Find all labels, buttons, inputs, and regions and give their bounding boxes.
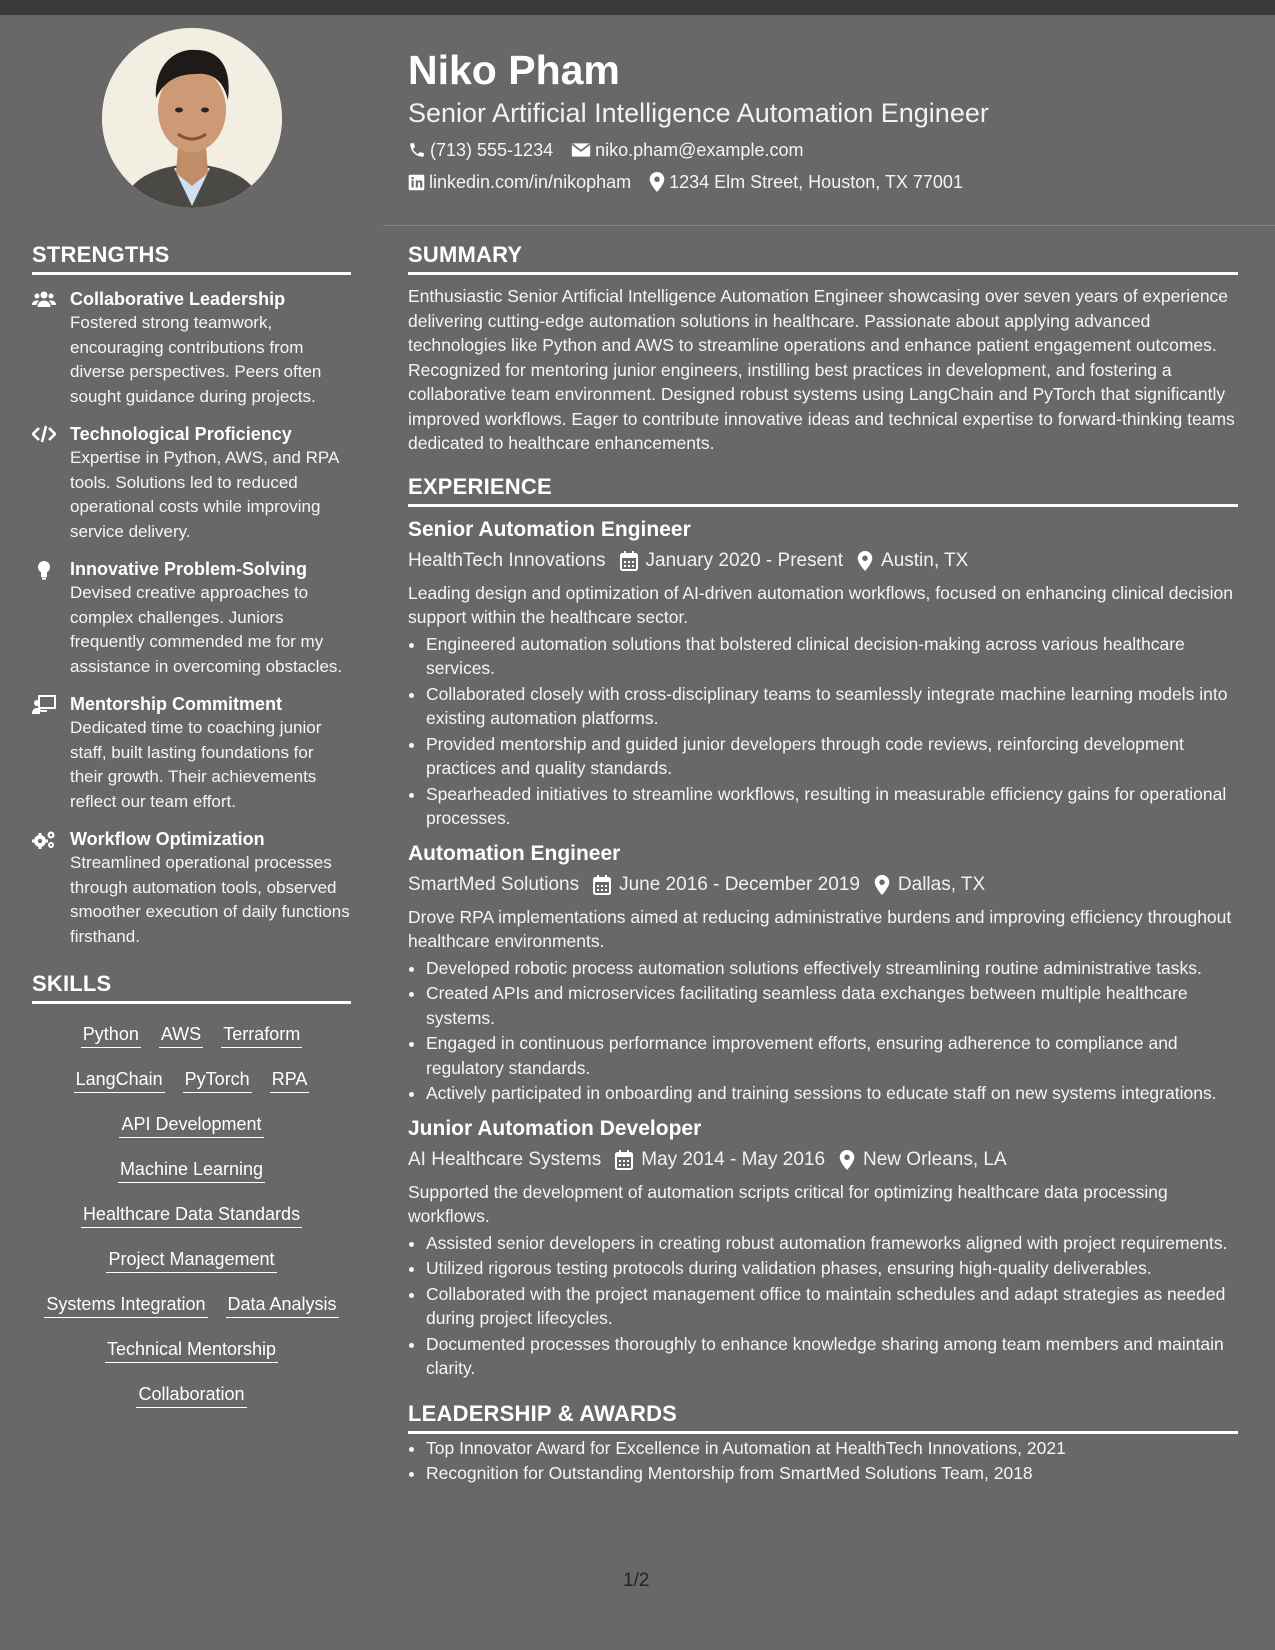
- job-description: Supported the development of automation scripts critical for optimizing healthcare data processing workflows.: [408, 1181, 1168, 1226]
- skill-tag: Data Analysis: [226, 1291, 339, 1318]
- code-icon: [32, 425, 56, 443]
- phone-contact[interactable]: [408, 134, 553, 166]
- summary-heading: SUMMARY: [408, 240, 1238, 275]
- skill-tag: Systems Integration: [44, 1291, 207, 1318]
- award-item: • Top Innovator Award for Excellence in Automation at HealthTech Innovations, 2021: [426, 1436, 1238, 1461]
- strength-item: [32, 692, 351, 814]
- skill-row: [32, 1327, 351, 1372]
- chalkboard-teacher-icon: [32, 695, 56, 715]
- location-pin-icon: [857, 551, 873, 571]
- skill-row: [32, 1012, 351, 1057]
- job-company: AI Healthcare Systems: [408, 1148, 602, 1170]
- address-contact: [649, 166, 963, 198]
- job-dates-wrap: [593, 869, 860, 901]
- email-contact[interactable]: [571, 134, 803, 166]
- job-company: SmartMed Solutions: [408, 873, 580, 895]
- strength-desc: Dedicated time to coaching junior staff, built lasting foundations for their growth. Their achievements reflect our team effort.: [70, 718, 322, 811]
- job-bullet: • Provided mentorship and guided junior developers through code reviews, reinforcing development practices and quality standards.: [426, 732, 1238, 781]
- awards-list: [408, 1436, 1238, 1486]
- job-title: Junior Automation Developer: [408, 1116, 702, 1140]
- job-location-wrap: [839, 1144, 1007, 1176]
- strength-item: [32, 422, 351, 544]
- job-bullets: [408, 1231, 1238, 1381]
- strength-title: Workflow Optimization: [70, 829, 265, 849]
- strength-desc: Streamlined operational processes through automation tools, observed smoother execution of daily functions firsthand.: [70, 853, 350, 946]
- candidate-name: Niko Pham: [408, 47, 620, 93]
- awards-heading: LEADERSHIP & AWARDS: [408, 1399, 1238, 1434]
- job-bullet: • Spearheaded initiatives to streamline workflows, resulting in measurable efficiency gains for operational processes.: [426, 782, 1238, 831]
- candidate-title: Senior Artificial Intelligence Automation Engineer: [408, 98, 989, 128]
- job-dates: January 2020 - Present: [645, 549, 844, 571]
- left-column: [32, 240, 351, 1417]
- skill-tag: Terraform: [221, 1021, 302, 1048]
- strength-desc: Fostered strong teamwork, encouraging contributions from diverse perspectives. Peers often sought guidance during projects.: [70, 313, 322, 406]
- phone-text: (713) 555-1234: [430, 140, 554, 160]
- job-bullet: • Actively participated in onboarding and training sessions to educate staff on new systems integrations.: [426, 1081, 1238, 1106]
- job-title: Automation Engineer: [408, 841, 621, 865]
- job-bullet: • Created APIs and microservices facilitating seamless data exchanges between multiple healthcare systems.: [426, 981, 1238, 1030]
- job-meta: [408, 1144, 1238, 1176]
- skill-row: [32, 1237, 351, 1282]
- skill-tag: Machine Learning: [118, 1156, 265, 1183]
- skill-tag: Collaboration: [136, 1381, 246, 1408]
- page-number: 1/2: [623, 1570, 650, 1591]
- calendar-icon: [620, 551, 638, 571]
- top-bar: [0, 0, 1275, 15]
- job-title: Senior Automation Engineer: [408, 517, 691, 541]
- contact-row-2: [408, 166, 1238, 198]
- envelope-icon: [571, 142, 591, 158]
- job-location-wrap: [874, 869, 985, 901]
- phone-icon: [408, 141, 426, 159]
- job-dates-wrap: [615, 1144, 825, 1176]
- address-text: 1234 Elm Street, Houston, TX 77001: [669, 172, 963, 192]
- strength-title: Collaborative Leadership: [70, 289, 286, 309]
- header: [408, 44, 1238, 198]
- strength-item: [32, 287, 351, 409]
- job-dates: June 2016 - December 2019: [619, 873, 860, 895]
- job-bullet: • Assisted senior developers in creating robust automation frameworks aligned with project requirements.: [426, 1231, 1238, 1256]
- job-bullets: [408, 632, 1238, 831]
- job-entry: [408, 839, 1238, 1106]
- linkedin-text: linkedin.com/in/nikopham: [429, 172, 632, 192]
- skill-tag: API Development: [119, 1111, 263, 1138]
- experience-heading: EXPERIENCE: [408, 472, 1238, 507]
- job-entry: [408, 1114, 1238, 1381]
- job-dates: May 2014 - May 2016: [641, 1148, 826, 1170]
- job-meta: [408, 545, 1238, 577]
- email-text: niko.pham@example.com: [595, 140, 804, 160]
- skill-tag: AWS: [159, 1021, 203, 1048]
- award-item: • Recognition for Outstanding Mentorship from SmartMed Solutions Team, 2018: [426, 1461, 1238, 1486]
- job-location: New Orleans, LA: [863, 1148, 1007, 1170]
- location-pin-icon: [839, 1150, 855, 1170]
- linkedin-contact[interactable]: [408, 166, 631, 198]
- skill-row: [32, 1372, 351, 1417]
- calendar-icon: [593, 875, 611, 895]
- job-bullets: [408, 956, 1238, 1106]
- job-bullet: • Collaborated closely with cross-disciplinary teams to seamlessly integrate machine learning models into existing automation platforms.: [426, 682, 1238, 731]
- job-location-wrap: [857, 545, 968, 577]
- skill-tag: LangChain: [74, 1066, 165, 1093]
- strength-title: Mentorship Commitment: [70, 694, 283, 714]
- job-location: Austin, TX: [881, 549, 969, 571]
- skill-row: [32, 1102, 351, 1147]
- header-divider: [383, 225, 1275, 226]
- location-pin-icon: [649, 172, 665, 192]
- skill-tag: RPA: [270, 1066, 310, 1093]
- strengths-heading: STRENGTHS: [32, 240, 351, 275]
- location-pin-icon: [874, 875, 890, 895]
- gears-icon: [32, 830, 56, 850]
- job-description: Drove RPA implementations aimed at reducing administrative burdens and improving efficiency throughout healthcare environments.: [408, 906, 1232, 951]
- job-entry: [408, 515, 1238, 831]
- job-dates-wrap: [620, 545, 844, 577]
- profile-photo: [102, 28, 282, 208]
- skill-row: [32, 1057, 351, 1102]
- skill-tag: Technical Mentorship: [105, 1336, 278, 1363]
- skill-tag: PyTorch: [183, 1066, 252, 1093]
- job-company: HealthTech Innovations: [408, 549, 606, 571]
- skill-tag: Healthcare Data Standards: [81, 1201, 302, 1228]
- job-bullet: • Documented processes thoroughly to enhance knowledge sharing among team members and maintain clarity.: [426, 1332, 1238, 1381]
- job-location: Dallas, TX: [897, 873, 986, 895]
- skill-row: [32, 1282, 351, 1327]
- lightbulb-icon: [32, 560, 56, 580]
- job-bullet: • Collaborated with the project management office to maintain schedules and adapt strategies as needed during project lifecycles.: [426, 1282, 1238, 1331]
- strengths-list: [32, 287, 351, 949]
- job-bullet: • Developed robotic process automation solutions effectively streamlining routine administrative tasks.: [426, 956, 1238, 981]
- summary-text: Enthusiastic Senior Artificial Intelligence Automation Engineer showcasing over seven years of experience delivering cutting-edge automation solutions in healthcare. Passionate about applying advanced technologies like Python and AWS to streamline operations and enhance patient engagement outcomes. Recognized for mentoring junior engineers, instilling best practices in development, and fostering a collaborative team environment. Designed robust systems using LangChain and PyTorch that significantly improved workflows. Eager to contribute innovative ideas and technical expertise to forward-thinking teams dedicated to healthcare enhancements.: [408, 286, 1235, 453]
- skill-tag: Project Management: [106, 1246, 276, 1273]
- right-column: [408, 240, 1238, 1487]
- job-meta: [408, 869, 1238, 901]
- strength-desc: Devised creative approaches to complex challenges. Juniors frequently commended me for my assistance in overcoming obstacles.: [70, 583, 343, 676]
- job-bullet: • Utilized rigorous testing protocols during validation phases, ensuring high-quality deliverables.: [426, 1256, 1238, 1281]
- job-bullet: • Engineered automation solutions that bolstered clinical decision-making across various healthcare services.: [426, 632, 1238, 681]
- strength-title: Technological Proficiency: [70, 424, 292, 444]
- linkedin-icon: [408, 174, 425, 191]
- strength-title: Innovative Problem-Solving: [70, 559, 308, 579]
- strength-item: [32, 827, 351, 949]
- skills-list: [32, 1012, 351, 1417]
- skills-heading: SKILLS: [32, 969, 351, 1004]
- strength-desc: Expertise in Python, AWS, and RPA tools. Solutions led to reduced operational costs while improving service delivery.: [70, 448, 339, 541]
- skill-row: [32, 1192, 351, 1237]
- users-icon: [32, 290, 56, 308]
- contact-row-1: [408, 134, 1238, 166]
- job-bullet: • Engaged in continuous performance improvement efforts, ensuring adherence to compliance and regulatory standards.: [426, 1031, 1238, 1080]
- strength-item: [32, 557, 351, 679]
- skill-tag: Python: [81, 1021, 141, 1048]
- skill-row: [32, 1147, 351, 1192]
- job-description: Leading design and optimization of AI-driven automation workflows, focused on enhancing clinical decision support within the healthcare sector.: [408, 582, 1233, 627]
- calendar-icon: [615, 1150, 633, 1170]
